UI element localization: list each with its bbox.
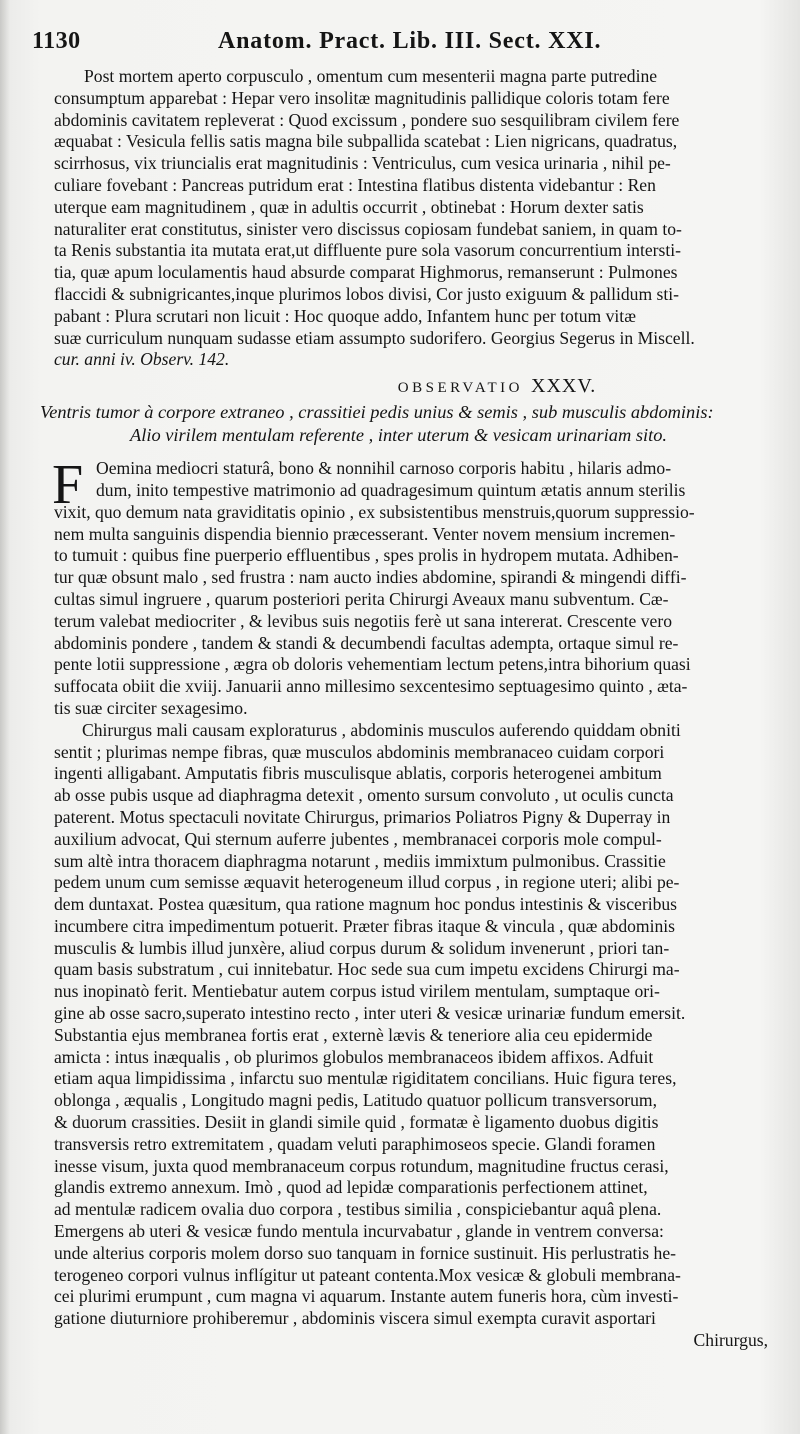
observation-label: OBSERVATIO (397, 380, 523, 397)
text-line: etiam aqua limpidissima , infarctu suo mentulæ rigiditatem concilians. Huic figura teres, (54, 1068, 677, 1089)
text-line: sum altè intra thoracem diaphragma notarunt , mediis immixtum pulmonibus. Crassitie (54, 850, 666, 871)
text-line: gine ab osse sacro,superato intestino recto , inter uteri & vesicæ urinariæ fundum emersit. (54, 1003, 686, 1024)
text-line: scirrhosus, vix triuncialis erat magnitudinis : Ventriculus, cum vesica urinaria , nihil pe- (54, 153, 671, 174)
text-line: Post mortem aperto corpusculo , omentum cum mesenterii magna parte putredine (84, 66, 658, 86)
text-line: culiare fovebant : Pancreas putridum erat : Intestina flatibus distenta videbantur : Ren (54, 174, 656, 195)
text-line: vixit, quo demum nata graviditatis opinio , ex subsistentibus menstruis,quorum suppressio- (54, 501, 695, 522)
text-line: abdominis pondere , tandem & standi & decumbendi facultas adempta, ortaque simul re- (54, 632, 679, 653)
text-line: pente lotii suppressione , ægra ob doloris vehementiam lectum petens,intra bihorium quasi (54, 654, 691, 675)
catchword: Chirurgus, (693, 1330, 768, 1351)
text-line: uterque eam magnitudinem , quæ in adultis occurrit , obtinebat : Horum dexter satis (54, 196, 644, 217)
text-line: dem duntaxat. Postea quæsitum, qua ratione magnum hoc pondus intestinis & visceribus (54, 894, 678, 915)
text-line: amicta : intus inæqualis , ob plurimos globulos membranaceos ibidem affixos. Adfuit (54, 1046, 654, 1067)
text-line: abdominis cavitatem repleverat : Quod excissum , pondere suo sesquilibram civilem fere (54, 109, 680, 130)
title-line: Ventris tumor à corpore extraneo , crassitiei pedis unius & semis , sub musculis abdominis: (40, 402, 714, 423)
page-number: 1130 (32, 28, 81, 54)
text-line: tia, quæ apum loculamentis haud absurde comparat Highmorus, remanserunt : Pulmones (54, 262, 678, 283)
title-line: Alio virilem mentulam referente , inter uterum & vesicam urinariam sito. (130, 425, 667, 446)
text-line: nem multa sanguinis dispendia biennio præcesserant. Venter novem mensium incremen- (54, 523, 676, 544)
observation-number: XXXV. (531, 375, 597, 398)
text-line: Emergens ab uteri & vesicæ fundo mentula incurvabatur , glande in ventrem conversa: (54, 1221, 664, 1242)
citation-line: cur. anni iv. Observ. 142. (54, 349, 230, 370)
text-line: sentit ; plurimas nempe fibras, quæ musculos abdominis membranaceo cuidam corpori (54, 741, 665, 762)
text-line: ab osse pubis usque ad diaphragma detexit , omento sursum convoluto , ut oculis cuncta (54, 785, 674, 806)
text-line: Chirurgus mali causam exploraturus , abdominis musculos auferendo quiddam obniti (82, 719, 681, 740)
text-line: ta Renis substantia ita mutata erat,ut diffluente pure sola vasorum concurrentium intersti- (54, 240, 682, 261)
running-title: Anatom. Pract. Lib. III. Sect. XXI. (218, 28, 602, 54)
text-line: auxilium advocat, Qui sternum auferre jubentes , membranacei corporis mole compul- (54, 828, 662, 849)
text-line: Oemina mediocri staturâ, bono & nonnihil carnoso corporis habitu , hilaris admo- (96, 458, 672, 479)
text-line: terum valebat mediocriter , & levibus suis negotiis ferè ut sana intererat. Crescente vero (54, 610, 673, 631)
text-line: æquabat : Vesicula fellis satis magna bile subpallida scatebat : Lien nigricans, quadratus, (54, 131, 678, 152)
text-line: to tumuit : quibus fine puerperio effluentibus , spes prolis in hydropem mutata. Adhiben- (54, 545, 679, 566)
observation-heading (54, 373, 790, 399)
text-line: flaccidi & subnigricantes,inque plurimos lobos divisi, Cor justo exiguum & pallidum sti- (54, 283, 680, 304)
text-line: Substantia ejus membranea fortis erat , externè lævis & teneriore alia ceu epidermide (54, 1024, 653, 1045)
text-line: incumbere citra impedimentum potuerit. Præter fibras itaque & vincula , quæ abdominis (54, 915, 676, 936)
text-line: inesse visum, juxta quod membranaceum corpus rotundum, magnitudine fructus cerasi, (54, 1155, 669, 1176)
drop-cap: F (52, 454, 84, 517)
text-line: terogeneo corpori vulnus inflígitur ut pateant contenta.Mox vesicæ & globuli membrana- (54, 1264, 681, 1285)
text-line: tis suæ circiter sexagesimo. (54, 697, 248, 718)
text-line: glandis extremo annexum. Imò , quod ad lepidæ comparationis perfectionem attinet, (54, 1177, 648, 1198)
text-line: dum, inito tempestive matrimonio ad quadragesimum quintum ætatis annum sterilis (96, 479, 686, 500)
text-line: suæ curriculum nunquam sudasse etiam assumpto sudorifero. Georgius Segerus in Miscell. (54, 327, 695, 348)
text-line: transversis retro extremitatem , quadam veluti paraphimoseos specie. Glandi foramen (54, 1133, 656, 1154)
text-line: ingenti alligabant. Amputatis fibris musculisque ablatis, corporis heterogenei ambitum (54, 763, 662, 784)
text-line: musculis & lumbis illud junxère, aliud corpus durum & solidum invenerunt , priori tan- (54, 937, 670, 958)
observation-title (40, 401, 790, 447)
second-paragraph (54, 720, 790, 1352)
text-line: ad mentulæ radicem ovalia duo corpora , testibus similia , conspiciebantur aquâ plena. (54, 1199, 662, 1220)
text-line: naturaliter erat constitutus, sinister vero discissus copiosam fundebat saniem, in quam to- (54, 218, 682, 239)
text-line: unde alterius corporis molem dorso suo tanquam in fornice sustinuit. His perlustratis he- (54, 1242, 677, 1263)
text-line: suffocata obiit die xviij. Januarii anno millesimo sexcentesimo septuagesimo quinto , æta- (54, 676, 688, 697)
first-paragraph (52, 454, 790, 720)
text-line: consumptum apparebat : Hepar vero insolitæ magnitudinis pallidique coloris totam fere (54, 87, 670, 108)
text-line: nus inopinatò ferit. Mentiebatur autem corpus istud virilem mentulam, sumptaque ori- (54, 981, 660, 1002)
text-line: tur quæ obsunt malo , sed frustra : nam aucto indies abdomine, spirandi & mingendi diffi- (54, 567, 687, 588)
text-line: cultas simul ingruere , quarum posteriori perita Chirurgi Aveaux manu subventum. Cæ- (54, 588, 669, 609)
text-line: gatione diuturniore prohiberemur , abdominis viscera simul exempta curavit asportari (54, 1308, 656, 1329)
previous-observation-text (54, 66, 790, 371)
text-line: paterent. Motus spectaculi novitate Chirurgus, primarios Poliatros Pigny & Duperray in (54, 806, 671, 827)
running-head (32, 28, 790, 66)
text-line: pabant : Plura scrutari non licuit : Hoc quoque addo, Infantem hunc per totum vitæ (54, 305, 636, 326)
observation-body (52, 454, 790, 1352)
text-line: & duorum crassities. Desiit in glandi simile quid , formatæ è ligamento duobus digitis (54, 1112, 659, 1133)
text-line: oblonga , æqualis , Longitudo magni pedis, Latitudo quatuor pollicum transversorum, (54, 1090, 657, 1111)
text-line: quam basis substratum , cui innitebatur. Hoc sede sua cum impetu excidens Chirurgi ma- (54, 959, 680, 980)
text-line: pedem unum cum semisse æquavit heterogeneum illud corpus , in regione uteri; alibi pe- (54, 872, 680, 893)
text-line: cei plurimi erumpunt , cum magna vi aquarum. Instante autem funeris hora, cùm investi- (54, 1286, 679, 1307)
